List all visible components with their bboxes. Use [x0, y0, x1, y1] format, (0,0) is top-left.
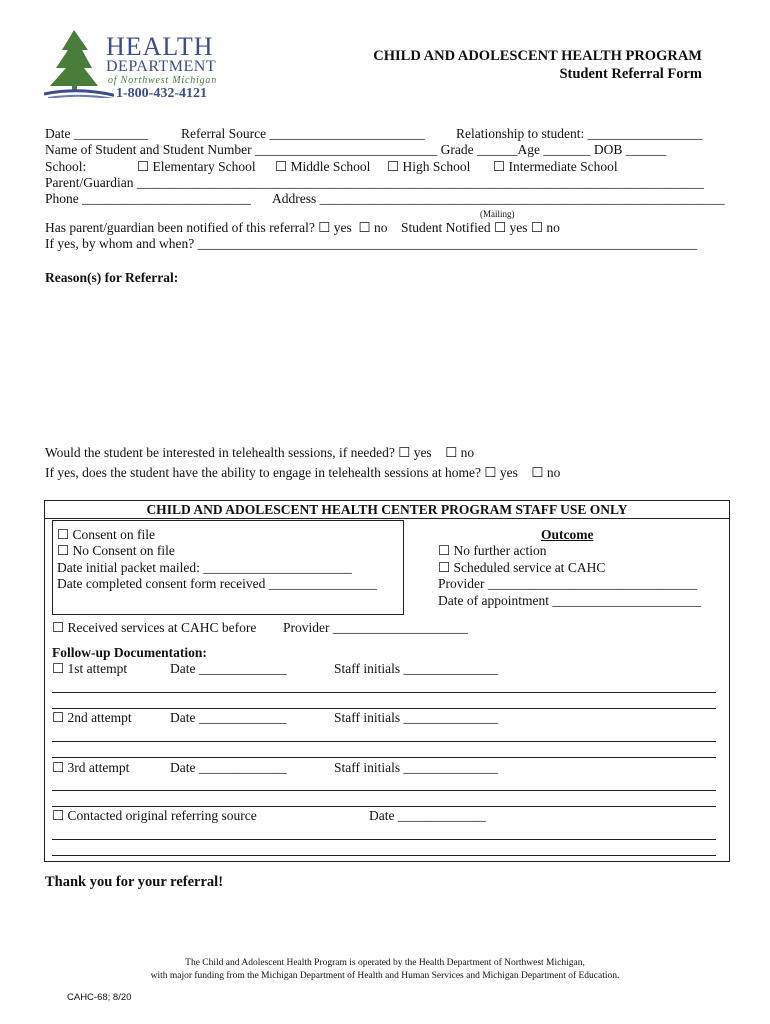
telehealth-question-1: Would the student be interested in telehealth sessions, if needed? ☐ yes ☐ no	[45, 445, 475, 460]
relationship-field[interactable]: Relationship to student: _________________	[456, 126, 703, 141]
logo-word-region: of Northwest Michigan	[108, 75, 218, 86]
attempt-2-checkbox[interactable]: ☐ 2nd attempt	[52, 710, 132, 725]
school-option-intermediate[interactable]: ☐ Intermediate School	[493, 159, 618, 174]
attempt-3-date-field[interactable]: Date _____________	[170, 760, 287, 775]
parent-guardian-field[interactable]: Parent/Guardian ____________________________________________________________________________________	[45, 175, 704, 190]
date-consent-field[interactable]: Date completed consent form received ________________	[57, 576, 377, 591]
staff-use-title: CHILD AND ADOLESCENT HEALTH CENTER PROGRAM STAFF USE ONLY	[146, 502, 628, 517]
logo-word-health: HEALTH	[106, 32, 214, 61]
no-further-action-checkbox[interactable]: ☐ No further action	[438, 543, 547, 558]
attempt-1-notes-line-2[interactable]	[52, 708, 716, 709]
scheduled-service-checkbox[interactable]: ☐ Scheduled service at CAHC	[438, 560, 606, 575]
notified-no-checkbox[interactable]: ☐ no	[358, 220, 388, 235]
school-option-middle[interactable]: ☐ Middle School	[275, 159, 371, 174]
attempt-1-notes-line-1[interactable]	[52, 692, 716, 693]
telehealth-1-yes-checkbox[interactable]: ☐ yes	[398, 445, 432, 460]
attempt-3-initials-field[interactable]: Staff initials ______________	[334, 760, 498, 775]
attempt-1-checkbox[interactable]: ☐ 1st attempt	[52, 661, 128, 676]
form-code: CAHC-68; 8/20	[67, 992, 132, 1003]
logo-word-department: DEPARTMENT	[106, 58, 217, 75]
attempt-1-date-field[interactable]: Date _____________	[170, 661, 287, 676]
student-notified-yes-checkbox[interactable]: ☐ yes	[493, 220, 528, 235]
notified-yes-checkbox[interactable]: ☐ yes	[318, 220, 352, 235]
received-provider-field[interactable]: Provider ____________________	[283, 620, 468, 635]
followup-title: Follow-up Documentation:	[52, 645, 207, 660]
school-label: School:	[45, 159, 87, 174]
consent-on-file-checkbox[interactable]: ☐ Consent on file	[57, 527, 155, 542]
reasons-label: Reason(s) for Referral:	[45, 270, 179, 285]
phone-field[interactable]: Phone _________________________	[45, 191, 251, 206]
program-title: CHILD AND ADOLESCENT HEALTH PROGRAM	[373, 48, 702, 64]
date-appointment-field[interactable]: Date of appointment ______________________	[438, 593, 701, 608]
footer-line-2: with major funding from the Michigan Department of Health and Human Services and Michigan Department of Education.	[150, 971, 620, 981]
staff-title-divider	[44, 518, 730, 519]
student-notified-no-checkbox[interactable]: ☐ no	[530, 220, 560, 235]
phone-number: 1-800-432-4121	[116, 86, 207, 101]
referral-source-field[interactable]: Referral Source _______________________	[181, 126, 425, 141]
outcome-provider-field[interactable]: Provider _______________________________	[438, 576, 698, 591]
attempt-1-initials-field[interactable]: Staff initials ______________	[334, 661, 498, 676]
telehealth-2-no-checkbox[interactable]: ☐ no	[531, 465, 561, 480]
attempt-2-notes-line-1[interactable]	[52, 741, 716, 742]
mailing-note: (Mailing)	[480, 209, 515, 219]
parent-notified-question: Has parent/guardian been notified of this referral? ☐ yes ☐ no Student Notified ☐ yes ☐ no	[45, 220, 560, 235]
telehealth-question-2: If yes, does the student have the ability to engage in telehealth sessions at home? ☐ yes ☐ no	[45, 465, 561, 480]
pine-tree-icon	[44, 28, 114, 98]
address-field[interactable]: Address ____________________________________________________________	[272, 191, 725, 206]
footer-line-1: The Child and Adolescent Health Program is operated by the Health Department of Northwest Michigan,	[185, 958, 585, 968]
attempt-3-checkbox[interactable]: ☐ 3rd attempt	[52, 760, 130, 775]
contacted-notes-line-1[interactable]	[52, 839, 716, 840]
received-before-checkbox[interactable]: ☐ Received services at CAHC before	[52, 620, 257, 635]
telehealth-2-yes-checkbox[interactable]: ☐ yes	[484, 465, 518, 480]
attempt-2-notes-line-2[interactable]	[52, 757, 716, 758]
contacted-date-field[interactable]: Date _____________	[369, 808, 486, 823]
outcome-title: Outcome	[541, 527, 594, 542]
telehealth-1-no-checkbox[interactable]: ☐ no	[445, 445, 475, 460]
form-title: Student Referral Form	[559, 66, 702, 82]
attempt-3-notes-line-2[interactable]	[52, 806, 716, 807]
no-consent-checkbox[interactable]: ☐ No Consent on file	[57, 543, 175, 558]
school-option-high[interactable]: ☐ High School	[387, 159, 471, 174]
reasons-textarea[interactable]	[45, 290, 730, 435]
student-name-grade-age-dob-field[interactable]: Name of Student and Student Number ___________________________ Grade ______Age _______ DOB ______	[45, 142, 667, 157]
if-yes-whom-field[interactable]: If yes, by whom and when? __________________________________________________________________________	[45, 236, 698, 251]
contacted-source-checkbox[interactable]: ☐ Contacted original referring source	[52, 808, 257, 823]
attempt-3-notes-line-1[interactable]	[52, 790, 716, 791]
date-field[interactable]: Date ___________	[45, 126, 149, 141]
attempt-2-date-field[interactable]: Date _____________	[170, 710, 287, 725]
date-packet-field[interactable]: Date initial packet mailed: ______________________	[57, 560, 352, 575]
thank-you-text: Thank you for your referral!	[45, 874, 224, 890]
school-option-elementary[interactable]: ☐ Elementary School	[137, 159, 256, 174]
attempt-2-initials-field[interactable]: Staff initials ______________	[334, 710, 498, 725]
contacted-notes-line-2[interactable]	[52, 855, 716, 856]
